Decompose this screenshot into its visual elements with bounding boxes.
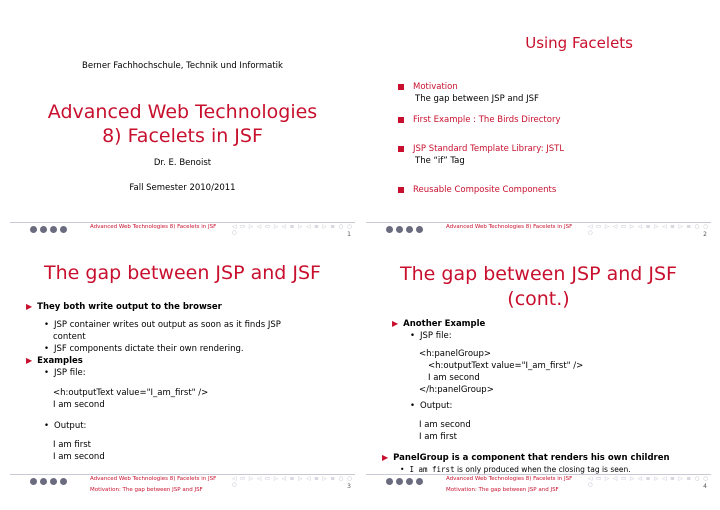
- footer-section: Motivation: The gap between JSP and JSF: [90, 487, 203, 493]
- triangle-bullet-icon: ▶: [392, 319, 399, 328]
- beamer-logo-icon: [386, 470, 426, 489]
- code-line: <h:outputText value="I_am_first" />: [428, 361, 584, 371]
- slide-gap-cont: [366, 258, 711, 508]
- code-line: I am second: [428, 373, 480, 383]
- title-line-2: 8) Facelets in JSF: [102, 125, 263, 147]
- code-line: <h:outputText value="I_am_first" />: [53, 388, 209, 398]
- triangle-bullet-icon: ▶: [26, 356, 33, 365]
- author: Dr. E. Benoist: [153, 158, 212, 168]
- semester: Fall Semester 2010/2011: [129, 183, 236, 193]
- outline-item[interactable]: First Example : The Birds Directory: [398, 115, 564, 125]
- code-line: </h:panelGroup>: [419, 385, 494, 395]
- code-line: <h:panelGroup>: [419, 349, 491, 359]
- outline-title: Using Facelets: [525, 34, 633, 52]
- output-line: I am first: [53, 440, 92, 450]
- output-line: I am second: [419, 420, 471, 430]
- dot-bullet-icon: •: [410, 331, 416, 341]
- slide-body: ▶ They both write output to the browser • JSP container writes out output as soon as it finds JSP content • JSF components dictate their own rendering. ▶ Examples • JSP file: <h:outputText value="I_am_first" /> I am second • Output: I am first I am second: [26, 301, 345, 463]
- beamer-logo-icon: [30, 470, 70, 489]
- dot-bullet-icon: •: [44, 320, 50, 330]
- dot-bullet-icon: •: [400, 465, 405, 474]
- dot-bullet-icon: •: [410, 401, 416, 411]
- navigation-icons[interactable]: ◁ ▭ ▷ ◁ ▭ ▷ ◁ ≡ ▷ ◁ ≡ ▷ ≡ ○ ○ ○: [588, 476, 710, 488]
- output-line: I am second: [53, 452, 105, 462]
- footer-title: Advanced Web Technologies 8) Facelets in JSF: [446, 224, 573, 230]
- outline-item[interactable]: JSP Standard Template Library: JSTL The “if” Tag: [398, 144, 564, 166]
- square-bullet-icon: [398, 187, 404, 193]
- square-bullet-icon: [398, 146, 404, 152]
- footer-section: Motivation: The gap between JSP and JSF: [446, 487, 559, 493]
- beamer-logo-icon: [386, 218, 426, 237]
- footer-title: Advanced Web Technologies 8) Facelets in JSF: [446, 476, 573, 482]
- page-number: 1: [347, 231, 351, 238]
- presentation-title: [10, 100, 355, 148]
- slide-title: [10, 6, 355, 256]
- slide-footer: [10, 222, 355, 256]
- outline-item[interactable]: Motivation The gap between JSP and JSF: [398, 82, 564, 104]
- navigation-icons[interactable]: ◁ ▭ ▷ ◁ ▭ ▷ ◁ ≡ ▷ ◁ ≡ ▷ ≡ ○ ○ ○: [588, 224, 710, 236]
- slide-gap: [10, 258, 355, 508]
- square-bullet-icon: [398, 84, 404, 90]
- triangle-bullet-icon: ▶: [26, 302, 33, 311]
- slide-footer: [366, 222, 711, 256]
- square-bullet-icon: [398, 117, 404, 123]
- slide-footer: [366, 474, 711, 508]
- page-number: 2: [703, 231, 707, 238]
- page-number: 3: [347, 483, 351, 490]
- slide-body: ▶ Another Example • JSP file: <h:panelGroup> <h:outputText value="I_am_first" /> I am second </h:panelGroup> • Output: I am second I am first ▶ PanelGroup is a component that renders his own children • I am first is only produced when the closing tag is seen.: [392, 318, 705, 476]
- dot-bullet-icon: •: [44, 421, 50, 431]
- dot-bullet-icon: •: [44, 368, 50, 378]
- slide-title: The gap between JSP and JSF (cont.): [400, 263, 677, 310]
- page-number: 4: [703, 483, 707, 490]
- outline-subitem: The “if” Tag: [415, 156, 465, 166]
- outline-subitem: The gap between JSP and JSF: [415, 94, 539, 104]
- beamer-logo-icon: [30, 218, 70, 237]
- triangle-bullet-icon: ▶: [382, 453, 389, 462]
- title-line-1: Advanced Web Technologies: [47, 101, 318, 123]
- dot-bullet-icon: •: [44, 344, 50, 354]
- school-name: Berner Fachhochschule, Technik und Informatik: [82, 61, 283, 71]
- navigation-icons[interactable]: ◁ ▭ ▷ ◁ ▭ ▷ ◁ ≡ ▷ ◁ ≡ ▷ ≡ ○ ○ ○: [232, 476, 354, 488]
- navigation-icons[interactable]: ◁ ▭ ▷ ◁ ▭ ▷ ◁ ≡ ▷ ◁ ≡ ▷ ≡ ○ ○ ○: [232, 224, 354, 236]
- slide-title: The gap between JSP and JSF: [44, 262, 321, 284]
- code-line: I am second: [53, 400, 105, 410]
- outline-list: [398, 82, 564, 195]
- outline-item[interactable]: Reusable Composite Components: [398, 185, 564, 195]
- footer-title: Advanced Web Technologies 8) Facelets in JSF: [90, 224, 217, 230]
- output-line: I am first: [419, 432, 458, 442]
- slide-footer: [10, 474, 355, 508]
- slide-outline: [366, 6, 711, 256]
- footer-title: Advanced Web Technologies 8) Facelets in JSF: [90, 476, 217, 482]
